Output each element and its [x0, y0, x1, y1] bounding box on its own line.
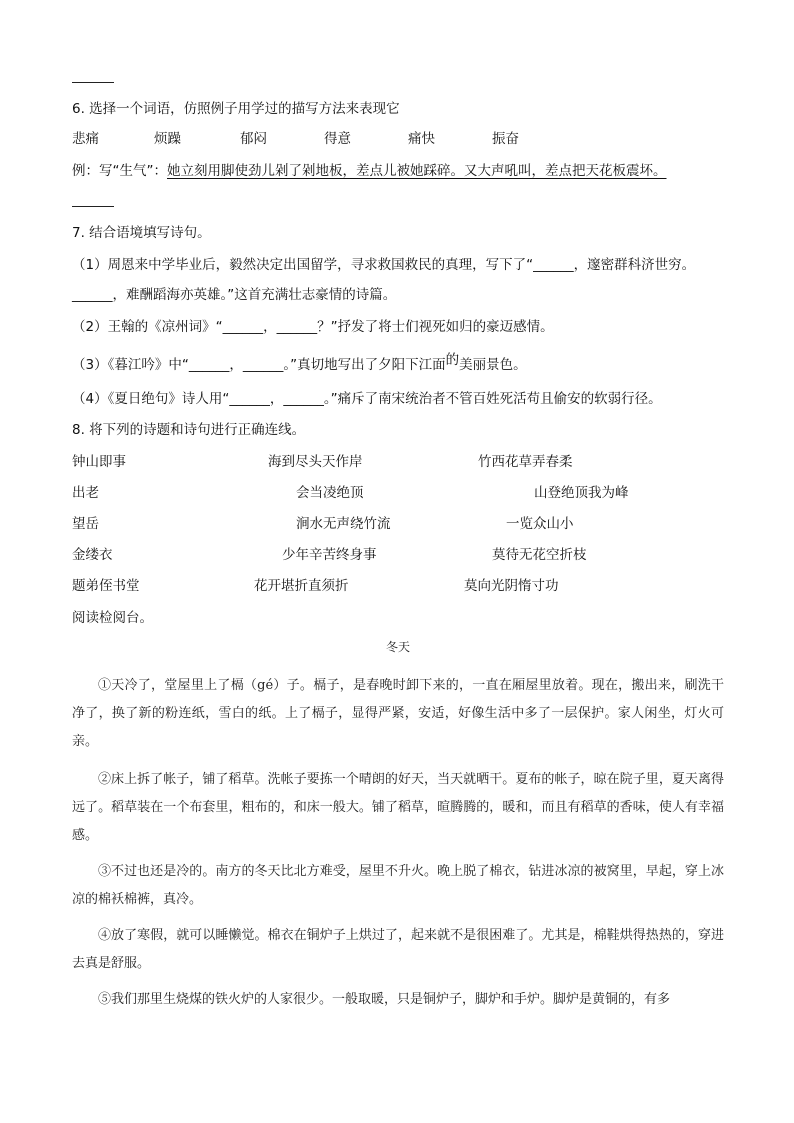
- example-line: [72, 162, 667, 180]
- poem-title: 望岳: [72, 516, 99, 532]
- reading-intro: 阅读检阅台。: [72, 610, 153, 626]
- question-7-title: 7. 结合语境填写诗句。: [72, 225, 211, 241]
- question-7-item-3: （3）《暮江吟》中“______，______。”真切地写出了夕阳下江面的美丽景色。: [72, 352, 527, 373]
- reading-passage: [72, 638, 724, 1038]
- question-7-item-1: （1）周恩来中学毕业后，毅然决定出国留学，寻求救国救民的真理，写下了“______，邃密群科济世穷。: [72, 257, 696, 273]
- poem-line: 山登绝顶我为峰: [534, 485, 629, 501]
- question-8-title: 8. 将下列的诗题和诗句进行正确连线。: [72, 422, 306, 438]
- poem-title: 题弟侄书堂: [72, 578, 140, 594]
- passage-paragraph: ①天冷了，堂屋里上了槅（gé）子。槅子，是春晚时卸下来的，一直在厢屋里放着。现在，搬出来，刷洗干净了，换了新的粉连纸，雪白的纸。上了槅子，显得严紧，安适，好像生活中多了一层保护。家人闲坐，灯火可亲。: [72, 678, 724, 749]
- passage-paragraph: ④放了寒假，就可以睡懒觉。棉衣在铜炉子上烘过了，起来就不是很困难了。尤其是，棉鞋烘得热热的，穿进去真是舒服。: [72, 928, 724, 971]
- word-option: 悲痛: [72, 131, 99, 147]
- answer-line: [72, 82, 114, 83]
- passage-paragraph: ②床上拆了帐子，铺了稻草。洗帐子要拣一个晴朗的好天，当天就晒干。夏布的帐子，晾在院子里，夏天离得远了。稻草装在一个布套里，粗布的，和床一般大。铺了稻草，暄腾腾的，暖和，而且有稻草的香味，使人有幸福感。: [72, 772, 724, 843]
- poem-line: 莫待无花空折枝: [492, 547, 587, 563]
- poem-title: 出老: [72, 485, 99, 501]
- poem-line: 海到尽头天作岸: [268, 454, 363, 470]
- poem-line: 竹西花草弄春柔: [478, 454, 573, 470]
- question-7-item-1-cont: ______，难酬蹈海亦英雄。”这首充满壮志豪情的诗篇。: [72, 287, 397, 303]
- word-option: 郁闷: [240, 131, 267, 147]
- question-7-item-2: （2）王翰的《凉州词》“______，______？”抒发了将士们视死如归的豪迈感情。: [72, 319, 554, 335]
- question-7-item-4: （4）《夏日绝句》诗人用“______，______。”痛斥了南宋统治者不管百姓死活苟且偷安的软弱行径。: [72, 391, 662, 407]
- example-prefix: 例：写“生气”：: [72, 163, 167, 179]
- poem-line: 莫向光阴惰寸功: [464, 578, 559, 594]
- poem-title: 钟山即事: [72, 454, 126, 470]
- passage-paragraph: ⑤我们那里生烧煤的铁火炉的人家很少。一般取暖，只是铜炉子，脚炉和手炉。脚炉是黄铜的，有多: [98, 992, 671, 1007]
- poem-line: 一览众山小: [506, 516, 574, 532]
- word-option: 得意: [324, 131, 351, 147]
- passage-title: 冬天: [385, 640, 410, 654]
- word-option: 烦躁: [154, 131, 181, 147]
- poem-title: 金缕衣: [72, 547, 113, 563]
- poem-line: 涧水无声绕竹流: [296, 516, 391, 532]
- word-option: 振奋: [492, 131, 519, 147]
- word-option: 痛快: [408, 131, 435, 147]
- passage-paragraph: ③不过也还是冷的。南方的冬天比北方难受，屋里不升火。晚上脱了棉衣，钻进冰凉的被窝里，早起，穿上冰凉的棉袄棉裤，真冷。: [72, 864, 724, 907]
- answer-line: [72, 206, 114, 207]
- poem-line: 花开堪折直须折: [254, 578, 349, 594]
- poem-line: 少年辛苦终身事: [282, 547, 377, 563]
- poem-line: 会当凌绝顶: [296, 485, 364, 501]
- question-6-title: 6. 选择一个词语，仿照例子用学过的描写方法来表现它: [72, 101, 400, 117]
- example-text: 她立刻用脚使劲儿剁了剁地板，差点儿被她踩碎。又大声吼叫，差点把天花板震坏。: [167, 163, 667, 179]
